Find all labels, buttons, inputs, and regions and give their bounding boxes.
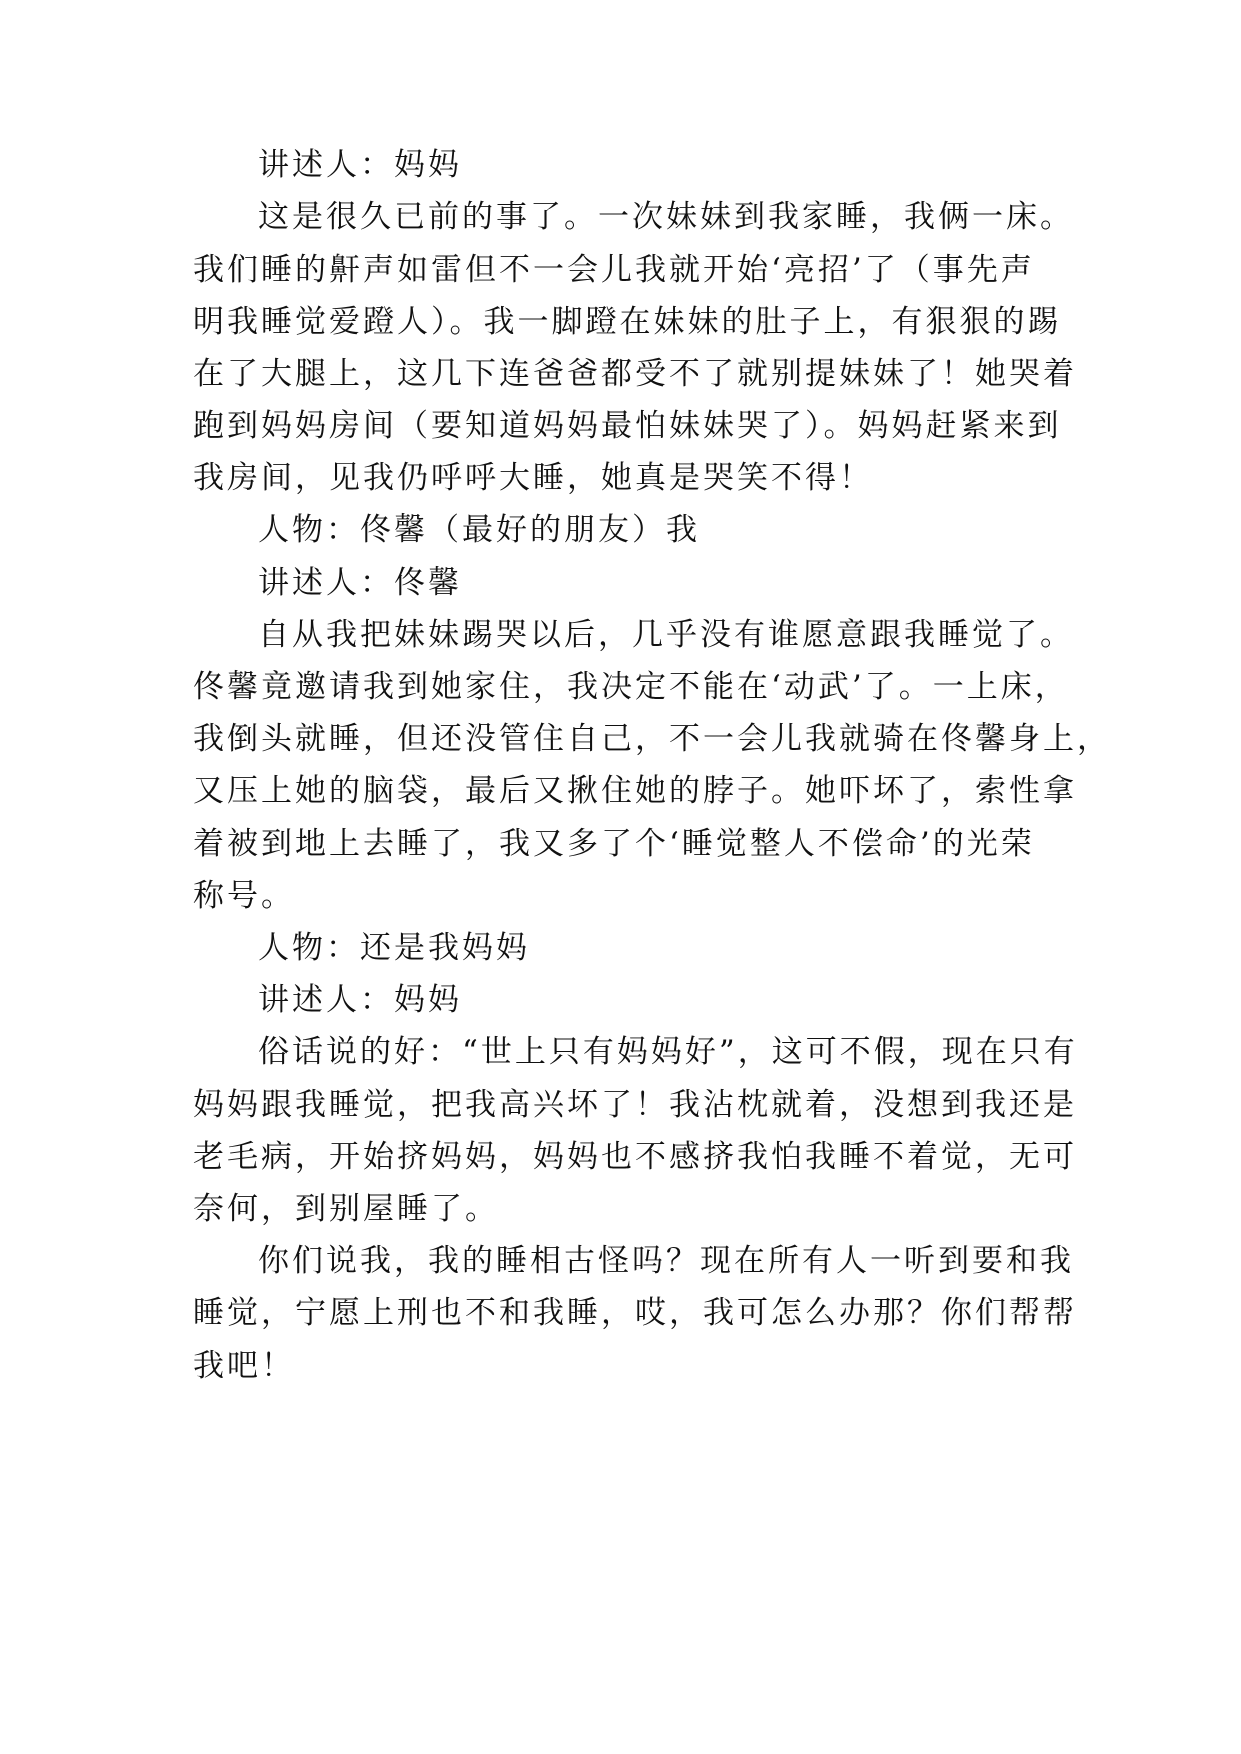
paragraph-line: 俗话说的好：“世上只有妈妈好”，这可不假，现在只有 [258,1034,1078,1070]
paragraph-line: 在了大腿上，这几下连爸爸都受不了就别提妹妹了！她哭着 [193,356,1077,392]
paragraph-line: 着被到地上去睡了，我又多了个‘睡觉整人不偿命’的光荣 [193,826,1035,862]
character-line: 人物：还是我妈妈 [258,930,530,966]
character-line: 人物：佟馨（最好的朋友）我 [258,512,700,548]
paragraph-line: 跑到妈妈房间（要知道妈妈最怕妹妹哭了）。妈妈赶紧来到 [193,408,1062,444]
paragraph-line: 奈何，到别屋睡了。 [193,1191,499,1227]
narrator-line: 讲述人：妈妈 [258,147,462,183]
paragraph-line: 佟馨竟邀请我到她家住，我决定不能在‘动武’了。一上床， [193,669,1069,705]
paragraph-line: 我房间，见我仍呼呼大睡，她真是哭笑不得！ [193,460,873,496]
paragraph-line: 又压上她的脑袋，最后又揪住她的脖子。她吓坏了，索性拿 [193,773,1077,809]
paragraph-line: 这是很久已前的事了。一次妹妹到我家睡，我俩一床。 [258,199,1074,235]
narrator-line: 讲述人：佟馨 [258,565,462,601]
paragraph-line: 自从我把妹妹踢哭以后，几乎没有谁愿意跟我睡觉了。 [258,617,1074,653]
paragraph-line: 我倒头就睡，但还没管住自己，不一会儿我就骑在佟馨身上， [193,721,1111,757]
paragraph-line: 我们睡的鼾声如雷但不一会儿我就开始‘亮招’了（事先声 [193,252,1035,288]
paragraph-line: 我吧！ [193,1348,295,1384]
paragraph-line: 称号。 [193,878,295,914]
narrator-line: 讲述人：妈妈 [258,982,462,1018]
paragraph-line: 明我睡觉爱蹬人）。我一脚蹬在妹妹的肚子上，有狠狠的踢 [193,304,1062,340]
paragraph-line: 你们说我，我的睡相古怪吗？现在所有人一听到要和我 [258,1243,1074,1279]
paragraph-line: 睡觉，宁愿上刑也不和我睡，哎，我可怎么办那？你们帮帮 [193,1295,1077,1331]
paragraph-line: 老毛病，开始挤妈妈，妈妈也不感挤我怕我睡不着觉，无可 [193,1139,1077,1175]
paragraph-line: 妈妈跟我睡觉，把我高兴坏了！我沾枕就着，没想到我还是 [193,1087,1077,1123]
